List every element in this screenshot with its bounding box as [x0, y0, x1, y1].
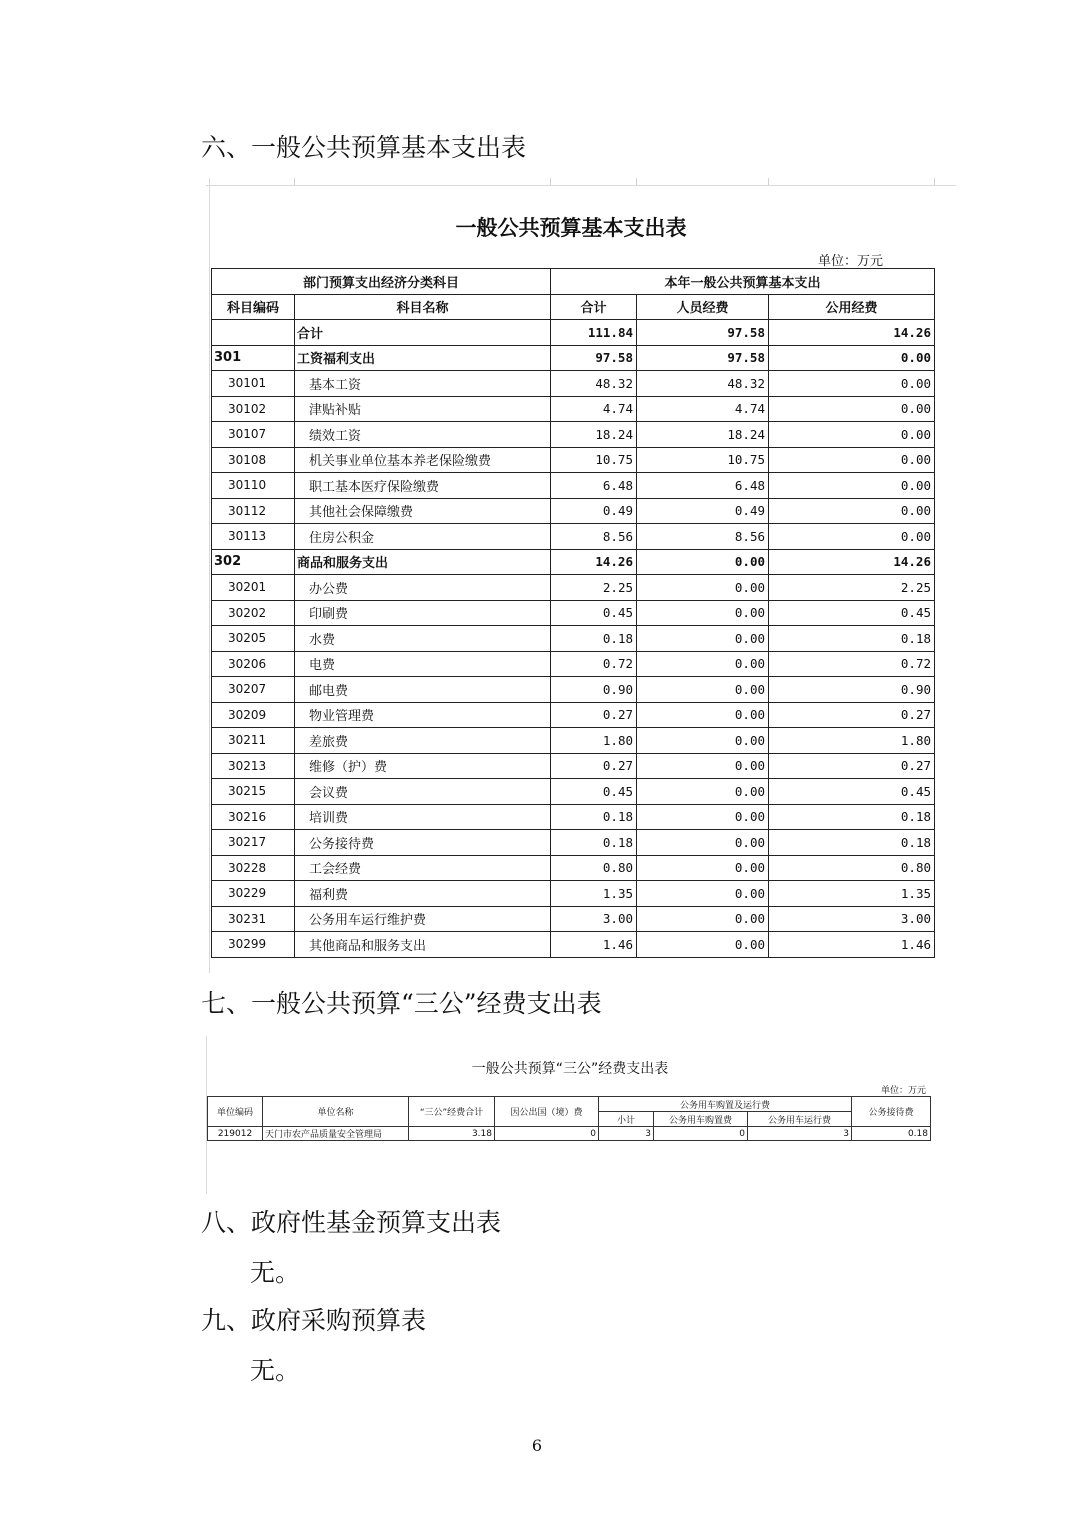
cell-total: 0.90 — [551, 677, 637, 703]
table-row — [212, 626, 935, 652]
header-total: 合计 — [551, 294, 637, 320]
header-three-public-total: “三公”经费合计 — [409, 1097, 495, 1127]
cell-personnel: 0.00 — [637, 804, 769, 830]
group-header-classification: 部门预算支出经济分类科目 — [212, 269, 551, 295]
cell-total: 0.27 — [551, 753, 637, 779]
cell-name: 会议费 — [295, 779, 551, 805]
cell-personnel: 6.48 — [637, 473, 769, 499]
table-row — [212, 932, 935, 958]
table-row — [212, 702, 935, 728]
cell-public: 0.00 — [769, 447, 935, 473]
cell-code: 30299 — [212, 932, 295, 958]
section-7-heading: 七、一般公共预算“三公”经费支出表 — [201, 989, 602, 1018]
cell-code: 30229 — [212, 881, 295, 907]
table-row — [212, 600, 935, 626]
cell-code: 30217 — [212, 830, 295, 856]
spreadsheet-left-gridline — [209, 178, 210, 973]
cell-code: 30201 — [212, 575, 295, 601]
cell-name: 商品和服务支出 — [295, 549, 551, 575]
cell-public: 1.80 — [769, 728, 935, 754]
cell-total: 4.74 — [551, 396, 637, 422]
header-code: 科目编码 — [212, 294, 295, 320]
cell-name: 住房公积金 — [295, 524, 551, 550]
cell-purchase: 0 — [654, 1127, 748, 1141]
cell-name: 福利费 — [295, 881, 551, 907]
cell-code: 30206 — [212, 651, 295, 677]
header-unit-code: 单位编码 — [208, 1097, 263, 1127]
table-row — [212, 779, 935, 805]
column-divider — [934, 178, 935, 185]
table-row — [212, 677, 935, 703]
table-row — [212, 320, 935, 346]
cell-operation: 3 — [748, 1127, 852, 1141]
cell-name: 工资福利支出 — [295, 345, 551, 371]
table1-title: 一般公共预算基本支出表 — [455, 216, 687, 240]
page-number: 6 — [531, 1436, 543, 1455]
table1-unit: 单位：万元 — [818, 254, 884, 269]
cell-name: 工会经费 — [295, 855, 551, 881]
three-public-table-image — [205, 1036, 945, 1194]
column-divider — [636, 178, 637, 185]
cell-personnel: 18.24 — [637, 422, 769, 448]
cell-unit-code: 219012 — [208, 1127, 263, 1141]
cell-personnel: 8.56 — [637, 524, 769, 550]
cell-personnel: 97.58 — [637, 320, 769, 346]
cell-unit-name: 天门市农产品质量安全管理局 — [263, 1127, 409, 1141]
cell-code: 30209 — [212, 702, 295, 728]
cell-personnel: 0.00 — [637, 906, 769, 932]
cell-total: 18.24 — [551, 422, 637, 448]
cell-code: 30113 — [212, 524, 295, 550]
cell-personnel: 0.00 — [637, 932, 769, 958]
cell-personnel: 48.32 — [637, 371, 769, 397]
table1-column-header-row — [212, 294, 935, 320]
table-row — [212, 651, 935, 677]
cell-public: 3.00 — [769, 906, 935, 932]
cell-subtotal: 3 — [599, 1127, 654, 1141]
cell-name: 物业管理费 — [295, 702, 551, 728]
cell-total: 14.26 — [551, 549, 637, 575]
cell-total: 0.18 — [551, 626, 637, 652]
table2-title: 一般公共预算“三公”经费支出表 — [471, 1061, 669, 1077]
cell-personnel: 0.00 — [637, 677, 769, 703]
cell-public: 0.45 — [769, 779, 935, 805]
table-row — [212, 422, 935, 448]
header-vehicle-operation: 公务用车运行费 — [748, 1112, 852, 1127]
cell-code: 30215 — [212, 779, 295, 805]
cell-total: 2.25 — [551, 575, 637, 601]
header-abroad: 因公出国（境）费 — [495, 1097, 599, 1127]
cell-public: 0.90 — [769, 677, 935, 703]
cell-public: 2.25 — [769, 575, 935, 601]
cell-code: 30231 — [212, 906, 295, 932]
cell-personnel: 10.75 — [637, 447, 769, 473]
table-row — [212, 881, 935, 907]
table-row — [212, 728, 935, 754]
table1-group-header-row — [212, 269, 935, 295]
cell-total: 3.18 — [409, 1127, 495, 1141]
cell-public: 0.80 — [769, 855, 935, 881]
table-row — [212, 575, 935, 601]
cell-public: 0.00 — [769, 345, 935, 371]
cell-public: 0.00 — [769, 524, 935, 550]
cell-personnel: 0.00 — [637, 779, 769, 805]
table2-header-row-1 — [208, 1097, 931, 1112]
cell-name: 公务接待费 — [295, 830, 551, 856]
cell-name: 水费 — [295, 626, 551, 652]
cell-personnel: 0.00 — [637, 702, 769, 728]
cell-name: 其他商品和服务支出 — [295, 932, 551, 958]
cell-code: 30108 — [212, 447, 295, 473]
cell-public: 0.45 — [769, 600, 935, 626]
cell-personnel: 0.00 — [637, 753, 769, 779]
table-row — [212, 524, 935, 550]
cell-abroad: 0 — [495, 1127, 599, 1141]
cell-total: 0.18 — [551, 804, 637, 830]
table-row — [208, 1127, 931, 1141]
cell-personnel: 97.58 — [637, 345, 769, 371]
table-row — [212, 498, 935, 524]
cell-public: 0.18 — [769, 804, 935, 830]
cell-personnel: 0.00 — [637, 830, 769, 856]
header-vehicle-purchase: 公务用车购置费 — [654, 1112, 748, 1127]
cell-personnel: 0.00 — [637, 651, 769, 677]
table-row — [212, 473, 935, 499]
cell-name: 差旅费 — [295, 728, 551, 754]
header-name: 科目名称 — [295, 294, 551, 320]
cell-total: 0.45 — [551, 779, 637, 805]
cell-name: 公务用车运行维护费 — [295, 906, 551, 932]
cell-public: 14.26 — [769, 549, 935, 575]
cell-personnel: 0.00 — [637, 881, 769, 907]
header-unit-name: 单位名称 — [263, 1097, 409, 1127]
cell-name: 邮电费 — [295, 677, 551, 703]
table-row — [212, 830, 935, 856]
table-row — [212, 549, 935, 575]
cell-name: 电费 — [295, 651, 551, 677]
header-vehicle-group: 公务用车购置及运行费 — [599, 1097, 852, 1112]
cell-total: 8.56 — [551, 524, 637, 550]
section-9-heading: 九、政府采购预算表 — [201, 1306, 427, 1335]
cell-total: 97.58 — [551, 345, 637, 371]
column-divider — [550, 178, 551, 185]
table-row — [212, 753, 935, 779]
header-public: 公用经费 — [769, 294, 935, 320]
cell-public: 0.27 — [769, 753, 935, 779]
table-row — [212, 396, 935, 422]
cell-personnel: 0.00 — [637, 575, 769, 601]
cell-total: 3.00 — [551, 906, 637, 932]
cell-code: 30228 — [212, 855, 295, 881]
cell-total: 1.35 — [551, 881, 637, 907]
cell-public: 0.00 — [769, 473, 935, 499]
cell-code: 30101 — [212, 371, 295, 397]
cell-personnel: 0.00 — [637, 728, 769, 754]
cell-total: 0.49 — [551, 498, 637, 524]
cell-code: 30110 — [212, 473, 295, 499]
cell-name: 绩效工资 — [295, 422, 551, 448]
cell-personnel: 0.00 — [637, 626, 769, 652]
cell-code: 30211 — [212, 728, 295, 754]
cell-public: 0.72 — [769, 651, 935, 677]
table-row — [212, 345, 935, 371]
column-divider — [768, 178, 769, 185]
cell-code: 30213 — [212, 753, 295, 779]
cell-code: 30102 — [212, 396, 295, 422]
basic-expenditure-table-image — [206, 178, 956, 973]
cell-public: 0.18 — [769, 830, 935, 856]
section-6-heading: 六、一般公共预算基本支出表 — [201, 133, 527, 162]
basic-expenditure-table — [211, 268, 935, 958]
cell-public: 0.18 — [769, 626, 935, 652]
cell-name: 机关事业单位基本养老保险缴费 — [295, 447, 551, 473]
cell-public: 0.27 — [769, 702, 935, 728]
cell-name: 津贴补贴 — [295, 396, 551, 422]
cell-total: 0.80 — [551, 855, 637, 881]
section-8-heading: 八、政府性基金预算支出表 — [201, 1208, 502, 1237]
cell-reception: 0.18 — [852, 1127, 931, 1141]
cell-code: 301 — [212, 345, 295, 371]
cell-public: 0.00 — [769, 422, 935, 448]
group-header-expenditure: 本年一般公共预算基本支出 — [551, 269, 935, 295]
cell-personnel: 0.00 — [637, 600, 769, 626]
column-divider — [294, 178, 295, 185]
cell-public: 0.00 — [769, 498, 935, 524]
cell-total: 10.75 — [551, 447, 637, 473]
cell-personnel: 0.00 — [637, 855, 769, 881]
cell-total: 0.45 — [551, 600, 637, 626]
cell-name: 培训费 — [295, 804, 551, 830]
cell-public: 0.00 — [769, 396, 935, 422]
cell-name: 维修（护）费 — [295, 753, 551, 779]
cell-name: 基本工资 — [295, 371, 551, 397]
cell-total: 111.84 — [551, 320, 637, 346]
header-reception: 公务接待费 — [852, 1097, 931, 1127]
cell-code: 30205 — [212, 626, 295, 652]
cell-name: 印刷费 — [295, 600, 551, 626]
cell-name: 合计 — [295, 320, 551, 346]
cell-code: 302 — [212, 549, 295, 575]
three-public-table — [207, 1096, 931, 1141]
cell-total: 1.80 — [551, 728, 637, 754]
cell-total: 1.46 — [551, 932, 637, 958]
section-8-body: 无。 — [250, 1258, 301, 1287]
cell-public: 14.26 — [769, 320, 935, 346]
cell-personnel: 4.74 — [637, 396, 769, 422]
cell-code: 30216 — [212, 804, 295, 830]
cell-public: 0.00 — [769, 371, 935, 397]
cell-total: 48.32 — [551, 371, 637, 397]
cell-public: 1.35 — [769, 881, 935, 907]
cell-total: 0.72 — [551, 651, 637, 677]
cell-total: 0.27 — [551, 702, 637, 728]
header-subtotal: 小计 — [599, 1112, 654, 1127]
cell-code: 30207 — [212, 677, 295, 703]
table2-unit: 单位：万元 — [881, 1086, 927, 1096]
cell-personnel: 0.00 — [637, 549, 769, 575]
cell-total: 6.48 — [551, 473, 637, 499]
cell-public: 1.46 — [769, 932, 935, 958]
cell-code: 30202 — [212, 600, 295, 626]
cell-personnel: 0.49 — [637, 498, 769, 524]
cell-name: 其他社会保障缴费 — [295, 498, 551, 524]
cell-code: 30107 — [212, 422, 295, 448]
section-9-body: 无。 — [250, 1356, 301, 1385]
table-row — [212, 371, 935, 397]
spreadsheet-column-header-strip — [206, 178, 956, 186]
cell-name: 职工基本医疗保险缴费 — [295, 473, 551, 499]
cell-name: 办公费 — [295, 575, 551, 601]
table-row — [212, 804, 935, 830]
table-row — [212, 906, 935, 932]
header-personnel: 人员经费 — [637, 294, 769, 320]
table-row — [212, 855, 935, 881]
table-row — [212, 447, 935, 473]
cell-code: 30112 — [212, 498, 295, 524]
cell-total: 0.18 — [551, 830, 637, 856]
cell-code — [212, 320, 295, 346]
